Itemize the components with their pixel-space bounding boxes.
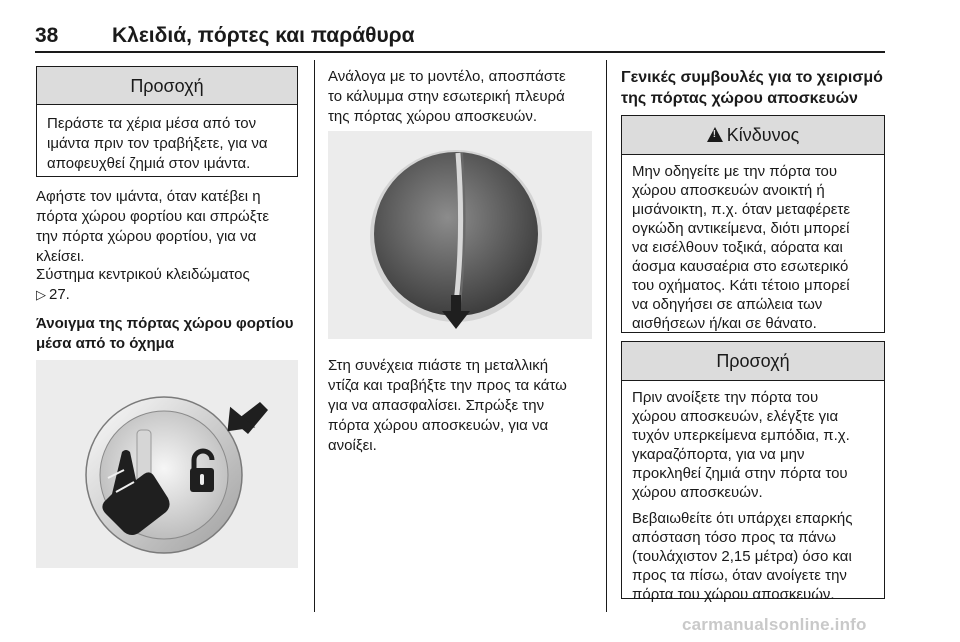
left-section-heading bbox=[36, 314, 294, 354]
danger-box bbox=[621, 115, 885, 333]
pointer-arrow-icon bbox=[224, 402, 268, 434]
illustration-release-button bbox=[36, 360, 298, 568]
danger-line: να οδηγήσει σε απώλεια των bbox=[632, 296, 823, 313]
danger-line: μισάνοικτη, π.χ. όταν μεταφέρετε bbox=[632, 201, 851, 218]
danger-title-bar bbox=[622, 116, 884, 155]
caution-line: προς τα πίσω, όταν ανοίγετε την bbox=[632, 567, 847, 584]
danger-line: του οχήματος. Κάτι τέτοιο μπορεί bbox=[632, 277, 850, 294]
column-divider-2 bbox=[606, 60, 607, 612]
danger-line: Μην οδηγείτε με την πόρτα του bbox=[632, 163, 838, 180]
text-line: της πόρτας χώρου αποσκευών. bbox=[328, 108, 538, 125]
danger-line: άοσμα καυσαέρια στο εσωτερικό bbox=[632, 258, 849, 275]
warning-triangle-icon: ! bbox=[707, 127, 723, 142]
caution-line: γκαραζόπορτα, για να μην bbox=[632, 446, 805, 463]
caution-paragraph-2 bbox=[632, 509, 874, 604]
page-reference[interactable] bbox=[36, 285, 250, 305]
page-reference-arrow-icon: ▷ bbox=[36, 287, 46, 302]
text-line: πόρτα χώρου αποσκευών, για να bbox=[328, 417, 549, 434]
caution-line: Βεβαιωθείτε ότι υπάρχει επαρκής bbox=[632, 510, 853, 527]
caution-line: Περάστε τα χέρια μέσα από τον bbox=[47, 115, 257, 132]
page-number: 38 bbox=[35, 24, 59, 47]
text-line: πόρτα χώρου φορτίου και σπρώξτε bbox=[36, 208, 270, 225]
middle-paragraph-1 bbox=[328, 67, 566, 127]
right-section-heading bbox=[621, 67, 883, 109]
text-line: για να απασφαλίσει. Σπρώξε την bbox=[328, 397, 545, 414]
caution-title: Προσοχή bbox=[37, 67, 297, 105]
text-line: ανοίξει. bbox=[328, 437, 377, 454]
caution-line: Πριν ανοίξετε την πόρτα του bbox=[632, 389, 819, 406]
left-paragraph-1 bbox=[36, 187, 269, 267]
heading-line: της πόρτας χώρου αποσκευών bbox=[621, 90, 858, 107]
caution-title: Προσοχή bbox=[622, 342, 884, 381]
caution-body bbox=[37, 105, 297, 182]
page-reference-number: 27. bbox=[49, 286, 70, 303]
danger-line: να εισέλθουν τοξικά, αόρατα και bbox=[632, 239, 843, 256]
text-line: το κάλυμμα στην εσωτερική πλευρά bbox=[328, 88, 565, 105]
watermark: carmanualsonline.info bbox=[682, 615, 867, 634]
metal-rod-illustration bbox=[328, 131, 592, 339]
text-line: Αφήστε τον ιμάντα, όταν κατέβει η bbox=[36, 188, 261, 205]
heading-line: Γενικές συμβουλές για το χειρισμό bbox=[621, 69, 883, 86]
danger-line: χώρου αποσκευών ανοικτή ή bbox=[632, 182, 825, 199]
caution-line: πόρτα του χώρου αποσκευών. bbox=[632, 586, 835, 603]
column-divider-1 bbox=[314, 60, 315, 612]
caution-line: (τουλάχιστον 2,15 μέτρα) όσο και bbox=[632, 548, 852, 565]
caution-box-left bbox=[36, 66, 298, 177]
page-header bbox=[0, 0, 960, 52]
caution-box-right bbox=[621, 341, 885, 603]
caution-line: χώρου αποσκευών. bbox=[632, 484, 763, 501]
danger-body bbox=[622, 155, 884, 341]
caution-line: προκληθεί ζημιά στην πόρτα του bbox=[632, 465, 848, 482]
text-line: Ανάλογα με το μοντέλο, αποσπάστε bbox=[328, 68, 566, 85]
release-button-illustration bbox=[36, 360, 298, 568]
middle-paragraph-2 bbox=[328, 356, 567, 456]
text-line: Στη συνέχεια πιάστε τη μεταλλική bbox=[328, 357, 549, 374]
text-line: την πόρτα χώρου φορτίου, για να bbox=[36, 228, 257, 245]
text-line: Σύστημα κεντρικού κλειδώματος bbox=[36, 266, 250, 283]
text-line: ντίζα και τραβήξτε την προς τα κάτω bbox=[328, 377, 567, 394]
chapter-title: Κλειδιά, πόρτες και παράθυρα bbox=[112, 24, 415, 47]
heading-line: μέσα από το όχημα bbox=[36, 335, 175, 352]
danger-line: ογκώδη αντικείμενα, διότι μπορεί bbox=[632, 220, 850, 237]
danger-line: αισθήσεων ή/και σε θάνατο. bbox=[632, 315, 817, 332]
caution-line: τυχόν υπερκείμενα εμπόδια, π.χ. bbox=[632, 427, 850, 444]
illustration-metal-rod bbox=[328, 131, 592, 339]
header-rule bbox=[35, 51, 885, 53]
caution-body bbox=[622, 381, 884, 612]
caution-line: αποφευχθεί ζημιά στον ιμάντα. bbox=[47, 155, 251, 172]
caution-paragraph-1 bbox=[632, 388, 874, 502]
heading-line: Άνοιγμα της πόρτας χώρου φορτίου bbox=[36, 315, 294, 332]
caution-line: ιμάντα πριν τον τραβήξετε, για να bbox=[47, 135, 268, 152]
caution-line: χώρου αποσκευών, ελέγξτε για bbox=[632, 408, 839, 425]
danger-title: Κίνδυνος bbox=[726, 125, 800, 145]
caution-line: απόσταση τόσο προς τα πάνω bbox=[632, 529, 837, 546]
left-paragraph-2 bbox=[36, 265, 250, 305]
text-line: κλείσει. bbox=[36, 248, 85, 265]
